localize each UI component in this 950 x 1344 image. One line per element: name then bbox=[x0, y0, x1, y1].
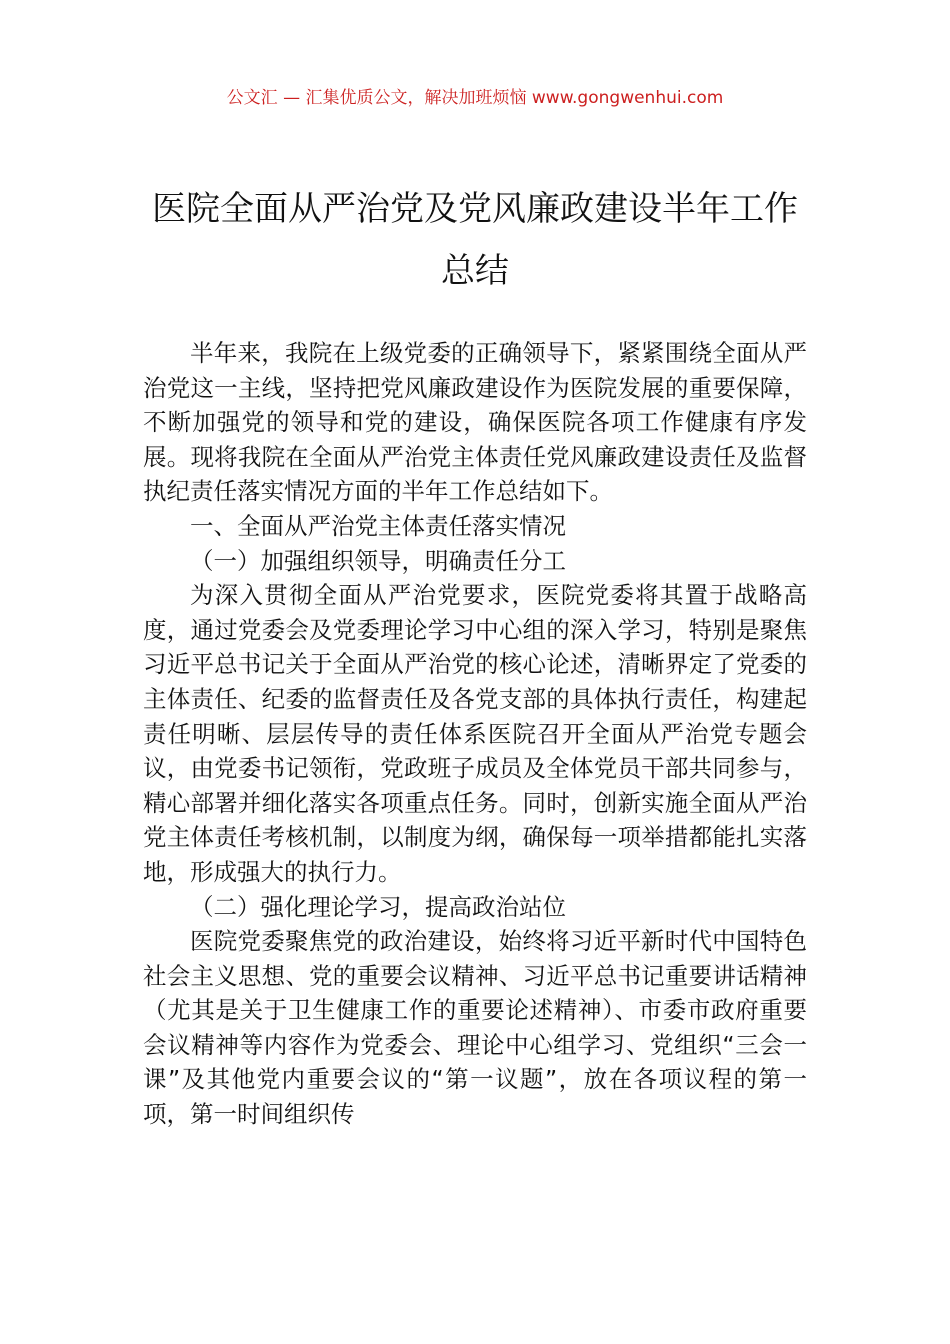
paragraph-theory-study: 医院党委聚焦党的政治建设，始终将习近平新时代中国特色社会主义思想、党的重要会议精神、习近平总书记重要讲话精神（尤其是关于卫生健康工作的重要论述精神）、市委市政府重要会议精神等内容作为党委会、理论中心组学习、党组织“三会一课”及其他党内重要会议的“第一议题”，放在各项议程的第一项，第一时间组织传 bbox=[143, 927, 807, 1129]
document-title: 医院全面从严治党及党风廉政建设半年工作总结 bbox=[152, 189, 798, 291]
header-banner: 公文汇 — 汇集优质公文，解决加班烦恼 www.gongwenhui.com bbox=[226, 88, 724, 108]
document-body bbox=[143, 336, 807, 1132]
paragraph-organization: 为深入贯彻全面从严治党要求，医院党委将其置于战略高度，通过党委会及党委理论学习中心组的深入学习，特别是聚焦习近平总书记关于全面从严治党的核心论述，清晰界定了党委的主体责任、纪委的监督责任及各党支部的具体执行责任，构建起责任明晰、层层传导的责任体系医院召开全面从严治党专题会议，由党委书记领衔，党政班子成员及全体党员干部共同参与，精心部署并细化落实各项重点任务。同时，创新实施全面从严治党主体责任考核机制，以制度为纲，确保每一项举措都能扎实落地，形成强大的执行力。 bbox=[143, 581, 807, 886]
subsection-heading-2: （二）强化理论学习，提高政治站位 bbox=[190, 892, 566, 921]
paragraph-intro: 半年来，我院在上级党委的正确领导下，紧紧围绕全面从严治党这一主线，坚持把党风廉政建设作为医院发展的重要保障，不断加强党的领导和党的建设，确保医院各项工作健康有序发展。现将我院在全面从严治党主体责任党风廉政建设责任及监督执纪责任落实情况方面的半年工作总结如下。 bbox=[143, 339, 807, 506]
subsection-heading-1: （一）加强组织领导，明确责任分工 bbox=[190, 546, 566, 575]
section-heading-1: 一、全面从严治党主体责任落实情况 bbox=[190, 511, 566, 540]
